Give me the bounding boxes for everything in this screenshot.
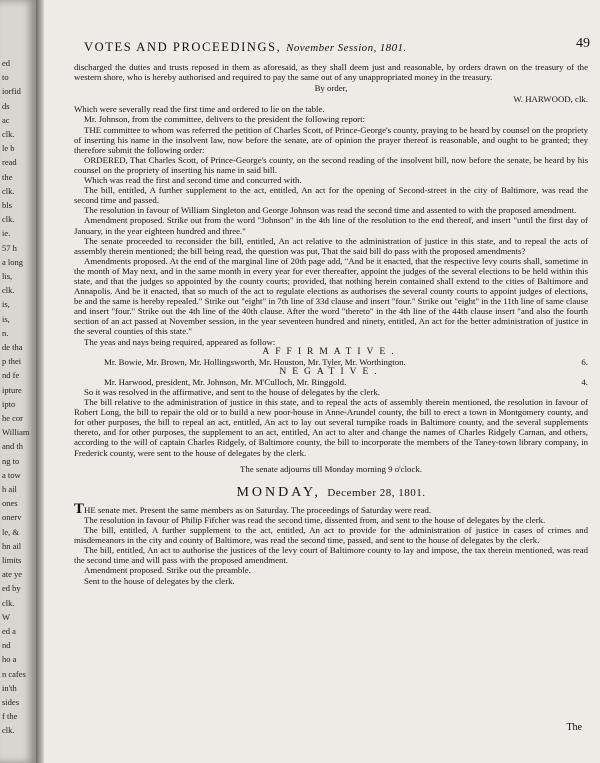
margin-fragment: ed a	[2, 626, 16, 636]
margin-fragment: ng to	[2, 455, 20, 466]
paragraph: Amendments proposed. At the end of the marginal line of 20th page add, "And be it enacted, that the respective levy courts shall, sometime in the month of May next, and in the same month in every year for ever thereafter, appoint the judges of the several elections to be held within this state, and that the judges so appointed by the county courts; provided, that nothing herein contained shall extend to the cities of Baltimore and Annapolis. And be it enacted, that so much of the act to regulate elections as authorises the several county courts to appoint judges of elections, be and the same is hereby repealed." Strike out "eight" in 7th line of 33d clause and insert "four." Strike out "eight" in the 11th line of same clause and insert "four." Strike out the 4th line of the 40th clause. After the word "thereto" in the 4th line of the 44th clause insert "and also the fourth section of an act passed at November session, in the year seventeen hundred and ninety, entitled, An act for the better administration of justice in the several counties of this state."	[74, 255, 588, 337]
paragraph: Sent to the house of delegates by the clerk.	[84, 575, 235, 586]
margin-fragment: clk.	[2, 725, 15, 736]
margin-fragment: is,	[2, 313, 10, 324]
header-session: November Session, 1801.	[286, 42, 407, 54]
margin-fragment: clk.	[2, 185, 15, 196]
margin-fragment: le, &	[2, 526, 19, 537]
margin-fragment: clk.	[2, 285, 15, 296]
by-order: By order,	[314, 83, 348, 94]
margin-fragment: le b	[2, 143, 15, 154]
margin-fragment: the	[2, 171, 13, 182]
negative-names: Mr. Harwood, president, Mr. Johnson, Mr. M'Culloch, Mr. Ringgold.	[104, 376, 347, 387]
margin-fragment: in'th	[2, 682, 17, 693]
margin-fragment: clk.	[2, 214, 15, 225]
margin-fragment: nd fe	[2, 370, 20, 381]
margin-fragment: a long	[2, 256, 24, 267]
affirmative-names: Mr. Bowie, Mr. Brown, Mr. Hollingsworth, Mr. Houston, Mr. Tyler, Mr. Worthington.	[104, 356, 406, 367]
margin-fragment: read	[2, 157, 17, 168]
affirmative-row	[74, 357, 588, 367]
paragraph: ORDERED, That Charles Scott, of Prince-George's county, on the second reading of the insolvent bill, now before the senate, be heard by his counsel on the propriety of inserting his name in said bill.	[74, 154, 588, 175]
paragraph: Amendment proposed. Strike out the preamble.	[84, 565, 251, 576]
margin-fragment: ac	[2, 114, 10, 125]
paragraph: The bill, entitled, A further supplement to the act, entitled, An act for the opening of Second-street in the city of Baltimore, was read the second time and passed.	[74, 185, 588, 206]
adjournment: The senate adjourns till Monday morning 9 o'clock.	[240, 463, 422, 474]
margin-fragment: ones	[2, 498, 18, 509]
margin-fragment: de tha	[2, 342, 23, 352]
margin-fragment: p thei	[2, 356, 22, 367]
paragraph: The resolution in favour of William Singleton and George Johnson was read the second time and assented to with the proposed amendment.	[84, 205, 577, 216]
paragraph: discharged the duties and trusts reposed in them as aforesaid, as they shall deem just and reasonable, by orders drawn on the treasury of the western shore, who is hereby authorised and required to pay the same out of any unappropriated money in the treasury.	[74, 62, 588, 83]
margin-fragment: nd	[2, 640, 11, 651]
header-title: VOTES AND PROCEEDINGS,	[84, 40, 282, 54]
margin-fragment: he cor	[2, 413, 24, 423]
day-name: MONDAY,	[236, 484, 321, 500]
paragraph: Mr. Johnson, from the committee, delivers to the president the following report:	[84, 114, 365, 125]
margin-fragment: clk.	[2, 597, 15, 608]
margin-fragment: n cafes	[2, 668, 26, 679]
margin-fragment: h ail	[2, 484, 17, 494]
margin-fragment: ie.	[2, 228, 11, 239]
paragraph: Which was read the first and second time and concurred with.	[84, 175, 302, 186]
margin-fragment: sides	[2, 697, 19, 707]
margin-fragment: f the	[2, 711, 18, 722]
margin-fragment: ed by	[2, 583, 21, 594]
paragraph: Which were severally read the first time and ordered to lie on the table.	[74, 104, 325, 115]
margin-fragment: onerv	[2, 512, 22, 523]
paragraph: The senate proceeded to reconsider the bill, entitled, An act relative to the administration of justice in this state, and to repeal the acts of assembly therein mentioned; the bill being read, the question was put, That the said bill do pass with the proposed amendments?	[74, 235, 588, 256]
affirmative-count: 6.	[581, 356, 588, 367]
margin-fragment: ho a	[2, 654, 17, 665]
paragraph: The yeas and nays being required, appeared as follow:	[84, 336, 276, 347]
margin-fragment: ipto	[2, 398, 16, 409]
margin-fragment: n.	[2, 327, 9, 338]
drop-cap: T	[74, 500, 85, 517]
margin-fragment: ate ye	[2, 569, 23, 580]
margin-fragment: 57 h	[2, 242, 17, 253]
margin-fragment: William	[2, 427, 30, 438]
margin-fragment: lis,	[2, 271, 13, 281]
order-signature-line	[74, 83, 588, 93]
document-page	[44, 0, 600, 763]
margin-fragment: ed	[2, 58, 11, 68]
margin-fragment: hn ail	[2, 540, 22, 551]
catchword: The	[566, 722, 582, 733]
margin-fragment: a tow	[2, 469, 21, 480]
margin-fragment: ds	[2, 100, 10, 111]
day-date: December 28, 1801.	[327, 486, 426, 499]
negative-heading: NEGATIVE.	[279, 366, 383, 377]
margin-fragment: W	[2, 611, 11, 622]
adjacent-page-fragment	[0, 0, 36, 763]
margin-fragment: iorfid	[2, 86, 21, 97]
margin-fragment: and th	[2, 441, 24, 452]
paragraph: The bill, entitled, A further supplement to the act, entitled, An act to provide for the administration of justice in cases of crimes and misdemeanors in the city and county of Baltimore, was read the second time, passed, and sent to the house of delegates by the clerk.	[74, 525, 588, 546]
signature: W. HARWOOD, clk.	[513, 94, 588, 105]
paragraph: The bill relative to the administration of justice in this state, and to repeal the acts of assembly therein mentioned, the resolution in favour of Robert Long, the bill to repair the old or to build a new poor-house in Anne-Arundel county, the bill to erect a town in Montgomery county, and for other purposes, the bill to repeal an act, entitled, An act to lay out several turnpike roads in Baltimore county, and the several supplements thereto, and for other purposes, the supplement to an act, entitled, An act to alter and change the names of Charles Ridgely Carnan, and others, according to the will of captain Charles Ridgely, of Baltimore county, the bill to incorporate the members of the Taney-town library company, in Frederick county, were sent to the house of delegates by the clerk.	[74, 397, 588, 458]
paragraph: THE senate met. Present the same members as on Saturday. The proceedings of Saturday were read.	[74, 500, 432, 517]
book-gutter	[36, 0, 44, 763]
margin-fragment: bls	[2, 200, 12, 210]
page-number: 49	[576, 36, 590, 51]
paragraph: Amendment proposed. Strike out from the word "Johnson" in the 4th line of the resolution to the end thereof, and insert "until the first day of January, in the year eighteen hundred and three."	[74, 215, 588, 236]
running-header	[84, 40, 584, 55]
paragraph: So it was resolved in the affirmative, and sent to the house of delegates by the clerk.	[84, 387, 380, 397]
negative-count: 4.	[581, 376, 588, 387]
day-heading	[74, 484, 588, 500]
margin-fragment: clk.	[2, 129, 15, 139]
margin-fragment: limits	[2, 555, 22, 565]
negative-row	[74, 377, 588, 387]
affirmative-heading: AFFIRMATIVE.	[262, 346, 400, 357]
paragraph: THE committee to whom was referred the petition of Charles Scott, of Prince-George's county, praying to be heard by counsel on the propriety of inserting his name in the insolvent law, now before the senate, are of opinion the prayer thereof is reasonable, and ought to be granted; they therefore submit the following order:	[74, 124, 588, 155]
body-text	[74, 62, 588, 586]
paragraph: The resolution in favour of Philip Fifcher was read the second time, dissented from, and sent to the house of delegates by the clerk.	[84, 514, 546, 525]
margin-fragment: is,	[2, 299, 10, 310]
margin-fragment: to	[2, 72, 9, 83]
paragraph: The bill, entitled, An act to authorise the justices of the levy court of Baltimore county to lay and impose, the tax therein mentioned, was read the second time and will pass with the proposed amendment.	[74, 545, 588, 566]
margin-fragment: ipture	[2, 384, 22, 395]
